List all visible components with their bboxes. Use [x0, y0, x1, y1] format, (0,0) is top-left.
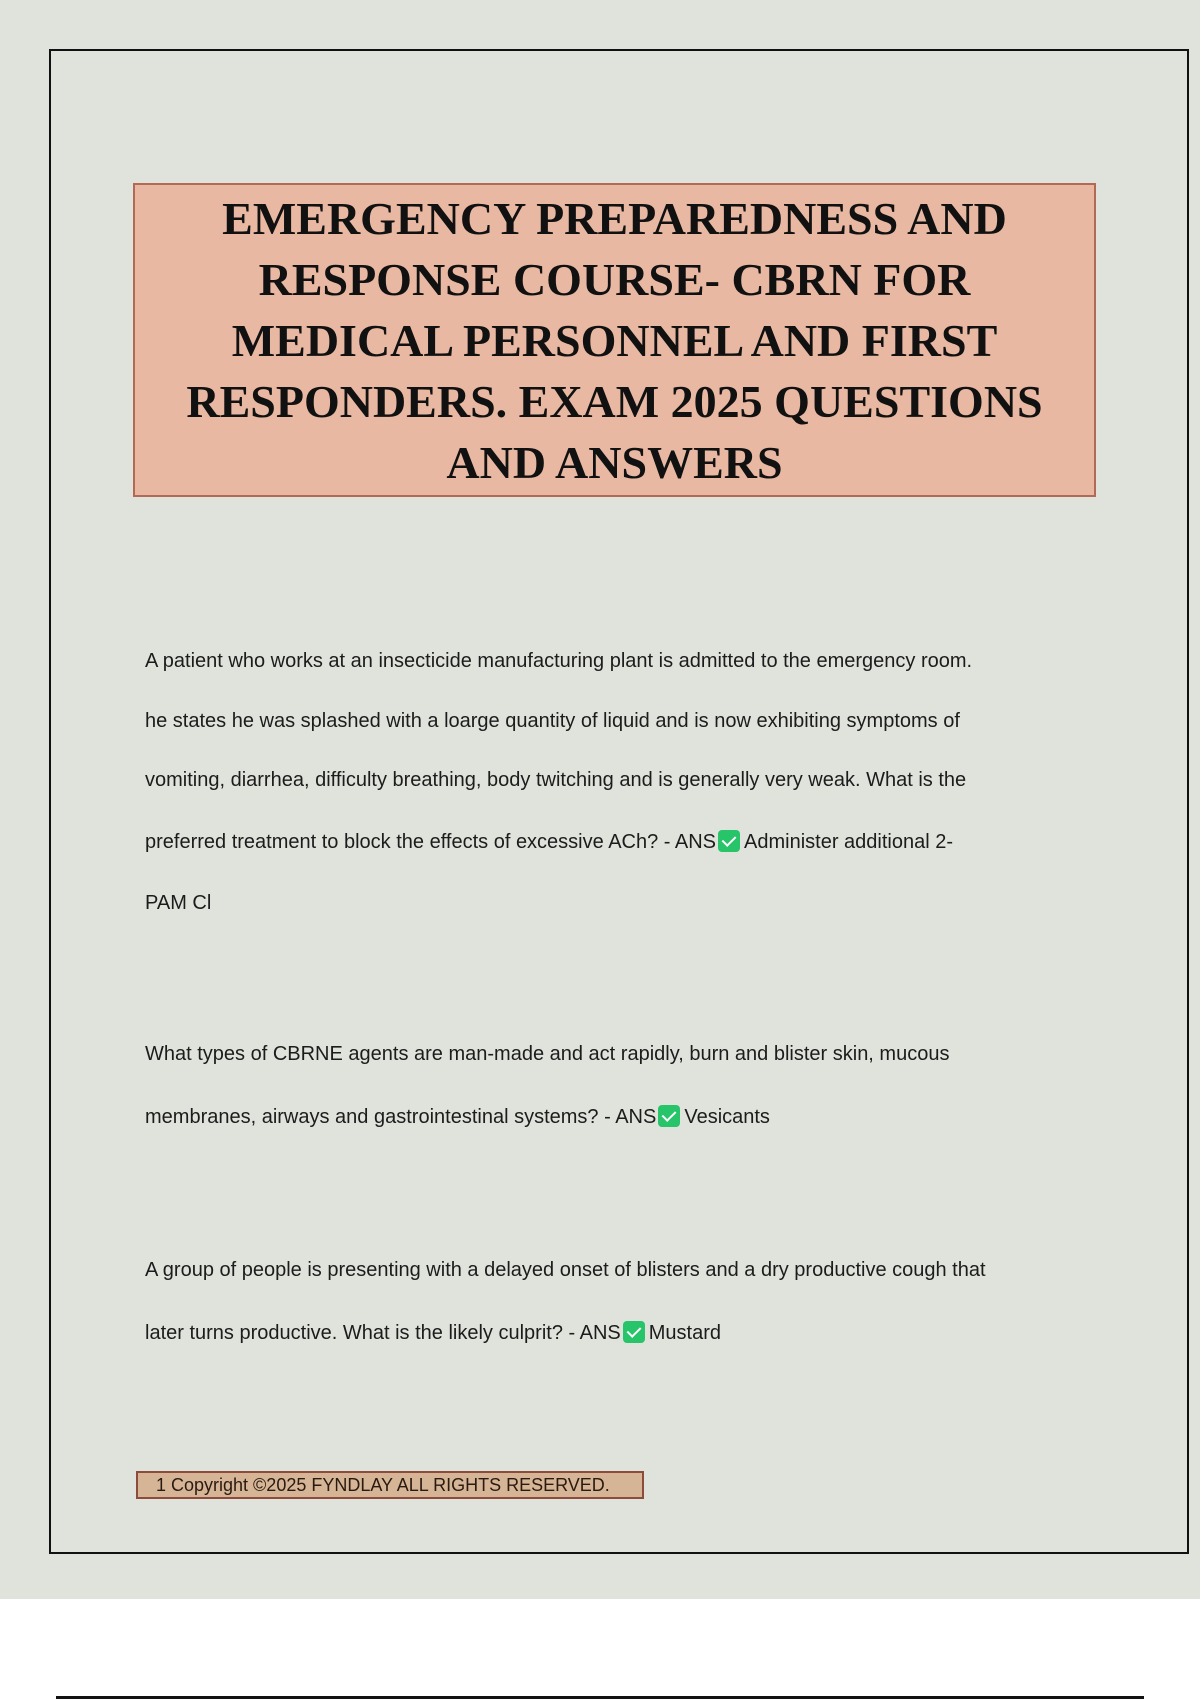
question-3-answer-line — [145, 1321, 721, 1345]
question-3-line: A group of people is presenting with a delayed onset of blisters and a dry productive cough that — [145, 1259, 986, 1281]
check-icon — [623, 1321, 645, 1343]
title-box — [133, 183, 1096, 497]
question-1-line: preferred treatment to block the effects of excessive ACh? - ANS — [145, 831, 717, 853]
question-1-line: vomiting, diarrhea, difficulty breathing, body twitching and is generally very weak. What is the — [145, 769, 967, 791]
answer-3: Mustard — [648, 1322, 721, 1344]
title-line: RESPONSE COURSE- CBRN FOR — [258, 253, 971, 305]
question-2-line: What types of CBRNE agents are man-made and act rapidly, burn and blister skin, mucous — [145, 1043, 950, 1065]
title-line: AND ANSWERS — [446, 436, 783, 488]
question-2-line: membranes, airways and gastrointestinal systems? - ANS — [145, 1106, 657, 1128]
answer-2: Vesicants — [684, 1106, 770, 1128]
answer-1-continued: PAM Cl — [145, 892, 212, 914]
next-page-border — [56, 1696, 1144, 1699]
question-2-answer-line — [145, 1105, 770, 1129]
title-line: MEDICAL PERSONNEL AND FIRST — [231, 314, 998, 366]
check-icon — [718, 830, 740, 852]
question-1-line: A patient who works at an insecticide manufacturing plant is admitted to the emergency room. — [145, 650, 973, 672]
question-1-line: he states he was splashed with a loarge quantity of liquid and is now exhibiting symptoms of — [145, 710, 960, 732]
question-3-line: later turns productive. What is the likely culprit? - ANS — [145, 1322, 621, 1344]
answer-1: Administer additional 2- — [744, 831, 954, 853]
question-1-answer-line — [145, 830, 953, 854]
check-icon — [658, 1105, 680, 1127]
copyright-footer: 1 Copyright ©2025 FYNDLAY ALL RIGHTS RESERVED. — [136, 1471, 644, 1499]
title-line: RESPONDERS. EXAM 2025 QUESTIONS — [186, 375, 1043, 427]
title-line: EMERGENCY PREPAREDNESS AND — [222, 192, 1007, 244]
